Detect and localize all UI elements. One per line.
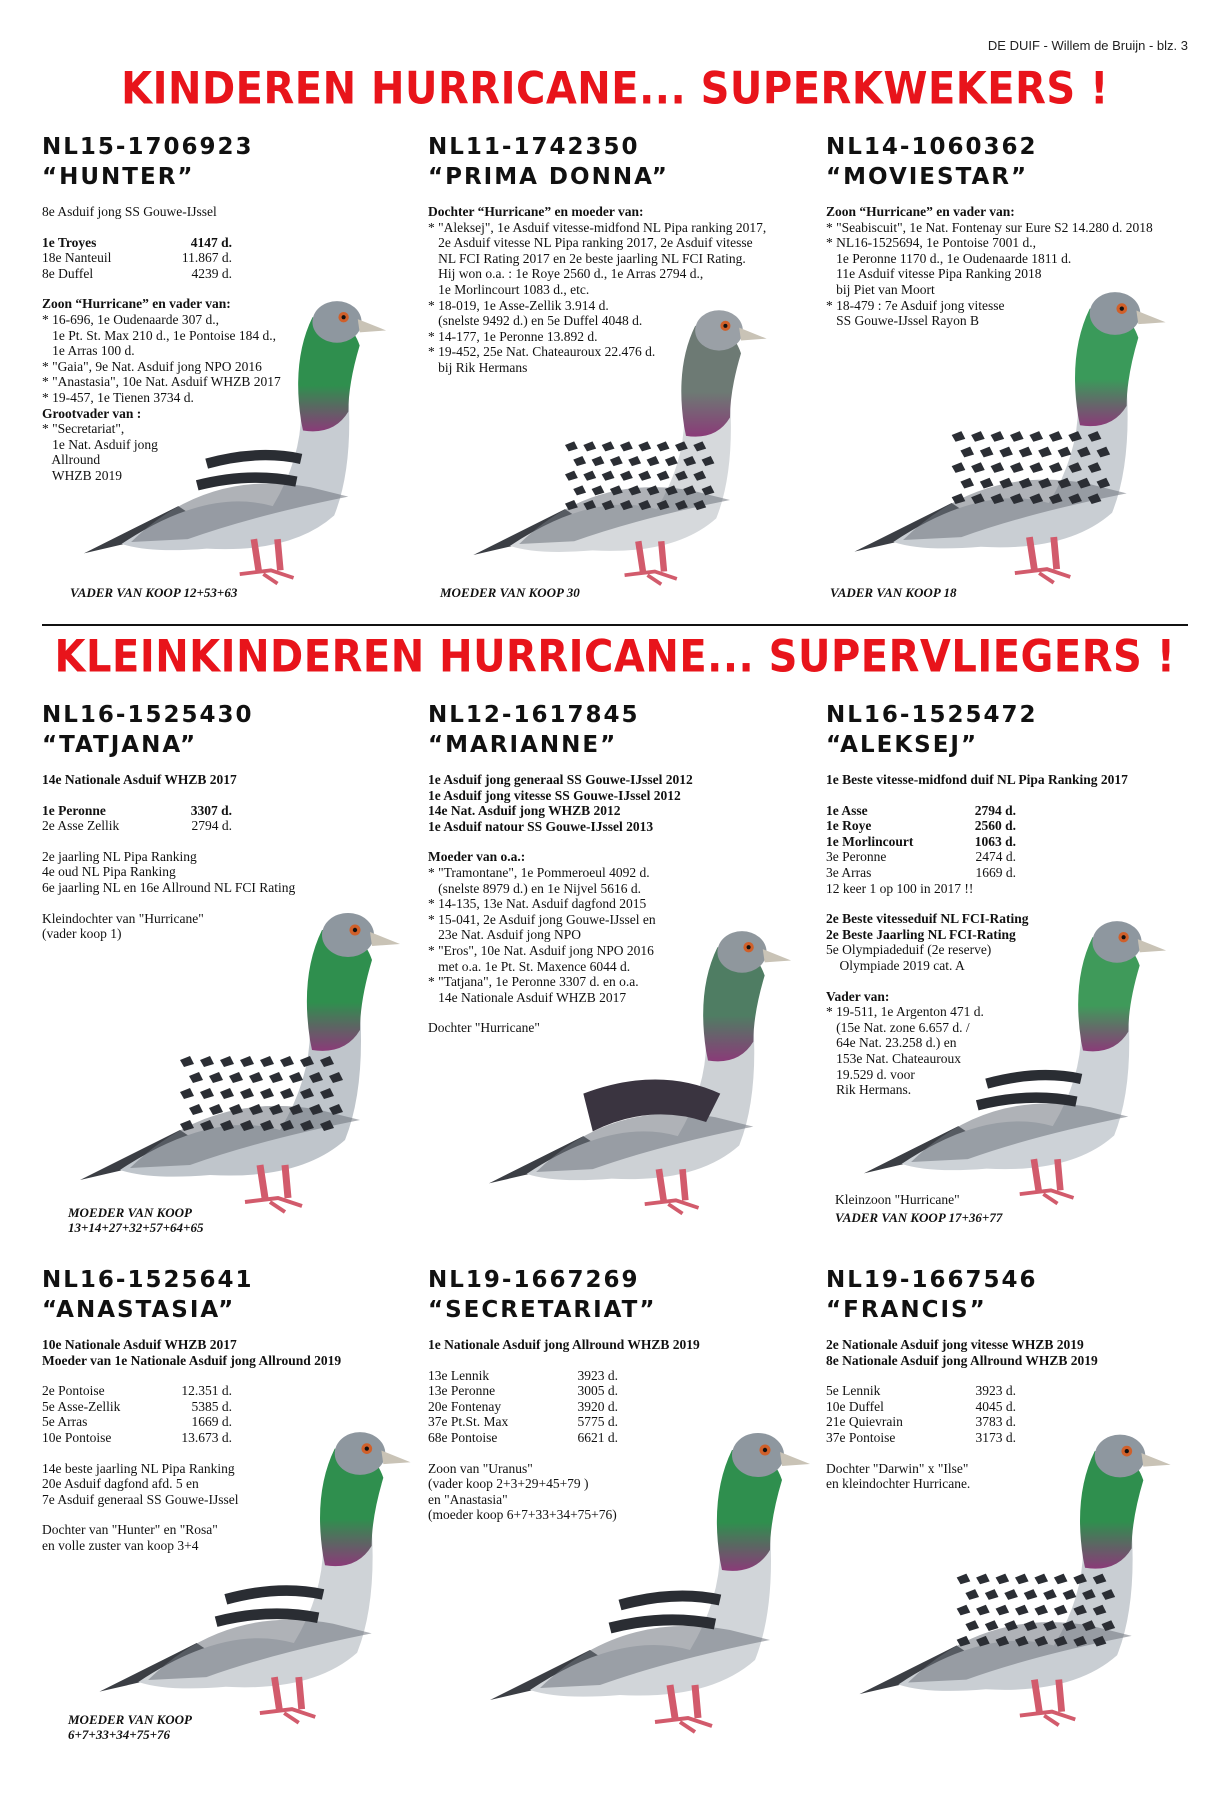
spacer xyxy=(826,1368,1206,1383)
purchase-caption xyxy=(68,1205,203,1235)
result-place: 1e Morlincourt xyxy=(826,833,914,849)
pigeon-name: “MARIANNE” xyxy=(428,732,618,758)
text-line: 1e Beste vitesse-midfond duif NL Pipa Ranking 2017 xyxy=(826,772,1128,787)
text-line: WHZB 2019 xyxy=(42,467,122,483)
text-line: 23e Nat. Asduif jong NPO xyxy=(428,927,581,943)
result-row xyxy=(428,1368,808,1384)
text-line: 1e Pt. St. Max 210 d., 1e Pontoise 184 d., xyxy=(42,327,277,343)
text-line: Zoon van "Uranus" xyxy=(428,1460,533,1476)
text-line: 1e Asduif natour SS Gouwe-IJssel 2013 xyxy=(428,818,654,834)
result-place: 1e Peronne xyxy=(42,802,106,818)
text-line: Rik Hermans. xyxy=(826,1082,912,1098)
ring-number: NL16-1525641 xyxy=(42,1267,254,1293)
text-line: * 19-511, 1e Argenton 471 d. xyxy=(826,1004,984,1020)
text-line: 5e Olympiadeduif (2e reserve) xyxy=(826,942,992,958)
text-line: * 14-135, 13e Nat. Asduif dagfond 2015 xyxy=(428,896,647,912)
spacer xyxy=(428,834,808,849)
text-line: 20e Asduif dagfond afd. 5 en xyxy=(42,1476,199,1492)
result-place: 10e Pontoise xyxy=(42,1429,112,1445)
pigeon-name: “ANASTASIA” xyxy=(42,1297,236,1323)
spacer xyxy=(428,1005,808,1020)
text-line: bij Rik Hermans xyxy=(428,359,528,375)
text-line: 1e Peronne 1170 d., 1e Oudenaarde 1811 d. xyxy=(826,250,1072,266)
result-place: 37e Pt.St. Max xyxy=(428,1414,509,1430)
result-row xyxy=(42,818,422,834)
text-line: * 15-041, 2e Asduif jong Gouwe-IJssel en xyxy=(428,911,656,927)
result-points: 1669 d. xyxy=(975,864,1016,880)
result-row xyxy=(42,1414,422,1430)
text-line: 2e Nationale Asduif jong vitesse WHZB 2019 xyxy=(826,1337,1084,1352)
result-points: 3307 d. xyxy=(190,802,232,818)
ring-number: NL15-1706923 xyxy=(42,134,254,160)
result-points: 3173 d. xyxy=(975,1429,1016,1445)
text-line: * "Eros", 10e Nat. Asduif jong NPO 2016 xyxy=(428,942,654,958)
spacer xyxy=(42,788,422,803)
text-line: * "Tatjana", 1e Peronne 3307 d. en o.a. xyxy=(428,974,639,990)
text-line: met o.a. 1e Pt. St. Maxence 6044 d. xyxy=(428,958,631,974)
spacer xyxy=(42,281,422,296)
result-points: 6621 d. xyxy=(577,1429,618,1445)
spacer xyxy=(42,220,422,235)
result-place: 13e Peronne xyxy=(428,1383,496,1399)
result-row xyxy=(42,266,422,282)
result-row xyxy=(826,1383,1206,1399)
pedigree-text xyxy=(42,772,422,942)
purchase-caption xyxy=(835,1210,1002,1225)
caption-line: 13+14+27+32+57+64+65 xyxy=(68,1220,204,1235)
text-line: 1e Nat. Asduif jong xyxy=(42,436,158,452)
pedigree-text xyxy=(826,1337,1206,1492)
result-place: 18e Nanteuil xyxy=(42,250,112,266)
caption-line: VADER VAN KOOP 12+53+63 xyxy=(70,585,238,600)
text-line: Olympiade 2019 cat. A xyxy=(826,957,965,973)
result-place: 68e Pontoise xyxy=(428,1429,498,1445)
text-line: * 16-696, 1e Oudenaarde 307 d., xyxy=(42,311,219,327)
caption-line: VADER VAN KOOP 17+36+77 xyxy=(835,1210,1003,1225)
result-row xyxy=(428,1414,808,1430)
result-points: 2794 d. xyxy=(191,818,232,834)
text-line: 6e jaarling NL en 16e Allround NL FCI Rating xyxy=(42,879,296,895)
result-place: 5e Asse-Zellik xyxy=(42,1398,121,1414)
result-row xyxy=(826,803,1206,819)
purchase-caption xyxy=(68,1712,192,1742)
result-place: 5e Arras xyxy=(42,1414,88,1430)
purchase-caption xyxy=(440,585,580,600)
text-line: * 18-479 : 7e Asduif jong vitesse xyxy=(826,297,1005,313)
spacer xyxy=(826,974,1206,989)
text-line: * "Tramontane", 1e Pommeroeul 4092 d. xyxy=(428,864,650,880)
result-row xyxy=(826,1414,1206,1430)
result-points: 13.673 d. xyxy=(181,1429,232,1445)
text-line: * "Aleksej", 1e Asduif vitesse-midfond NL Pipa ranking 2017, xyxy=(428,219,767,235)
text-line: 12 keer 1 op 100 in 2017 !! xyxy=(826,880,974,896)
result-row xyxy=(826,818,1206,834)
caption-line: 6+7+33+34+75+76 xyxy=(68,1727,171,1742)
result-place: 10e Duffel xyxy=(826,1398,884,1414)
text-line: (snelste 9492 d.) en 5e Duffel 4048 d. xyxy=(428,313,643,329)
result-points: 4239 d. xyxy=(191,265,232,281)
text-line: Dochter “Hurricane” en moeder van: xyxy=(428,204,644,219)
result-points: 5775 d. xyxy=(577,1414,618,1430)
text-line: (snelste 8979 d.) en 1e Nijvel 5616 d. xyxy=(428,880,641,896)
grandson-note: Kleinzoon "Hurricane" xyxy=(835,1192,960,1207)
purchase-caption xyxy=(830,585,957,600)
result-row xyxy=(42,1399,422,1415)
result-row xyxy=(428,1430,808,1446)
spacer xyxy=(42,1446,422,1461)
result-row xyxy=(42,803,422,819)
text-line: Grootvader van : xyxy=(42,405,142,421)
spacer xyxy=(826,1446,1206,1461)
result-row xyxy=(826,834,1206,850)
ring-number: NL16-1525430 xyxy=(42,702,254,728)
result-row xyxy=(826,865,1206,881)
text-line: 19.529 d. voor xyxy=(826,1066,915,1082)
spacer xyxy=(826,896,1206,911)
text-line: 1e Asduif jong generaal SS Gouwe-IJssel 2012 xyxy=(428,772,693,787)
text-line: Zoon “Hurricane” en vader van: xyxy=(826,204,1015,219)
ring-number: NL12-1617845 xyxy=(428,702,640,728)
text-line: (moeder koop 6+7+33+34+75+76) xyxy=(428,1507,617,1523)
result-points: 4147 d. xyxy=(190,234,232,250)
spacer xyxy=(42,1368,422,1383)
text-line: (15e Nat. zone 6.657 d. / xyxy=(826,1019,970,1035)
text-line: 1e Morlincourt 1083 d., etc. xyxy=(428,281,590,297)
result-points: 3923 d. xyxy=(975,1383,1016,1399)
section-title-grandchildren: KLEINKINDEREN HURRICANE... SUPERVLIEGERS ! xyxy=(54,631,1176,683)
pedigree-text xyxy=(42,1337,422,1554)
result-points: 1063 d. xyxy=(974,833,1016,849)
result-points: 2560 d. xyxy=(974,818,1016,834)
text-line: en volle zuster van koop 3+4 xyxy=(42,1537,199,1553)
result-place: 5e Lennik xyxy=(826,1383,881,1399)
result-points: 5385 d. xyxy=(191,1398,232,1414)
ring-number: NL14-1060362 xyxy=(826,134,1038,160)
text-line: Moeder van o.a.: xyxy=(428,849,526,865)
section-title-children: KINDEREN HURRICANE... SUPERKWEKERS ! xyxy=(121,63,1109,115)
result-place: 21e Quievrain xyxy=(826,1414,903,1430)
text-line: Zoon “Hurricane” en vader van: xyxy=(42,296,231,312)
text-line: * NL16-1525694, 1e Pontoise 7001 d., xyxy=(826,235,1036,251)
pigeon-name: “FRANCIS” xyxy=(826,1297,987,1323)
result-points: 4045 d. xyxy=(975,1398,1016,1414)
text-line: 153e Nat. Chateauroux xyxy=(826,1050,961,1066)
text-line: 11e Asduif vitesse Pipa Ranking 2018 xyxy=(826,266,1042,282)
result-points: 1669 d. xyxy=(191,1414,232,1430)
result-row xyxy=(428,1399,808,1415)
result-row xyxy=(42,250,422,266)
pedigree-text xyxy=(826,204,1206,329)
text-line: Vader van: xyxy=(826,988,890,1004)
result-row xyxy=(826,849,1206,865)
pedigree-text xyxy=(826,772,1206,1098)
text-line: * 19-457, 1e Tienen 3734 d. xyxy=(42,389,194,405)
spacer xyxy=(42,896,422,911)
result-place: 2e Pontoise xyxy=(42,1383,105,1399)
result-place: 1e Troyes xyxy=(42,234,97,250)
text-line: 4e oud NL Pipa Ranking xyxy=(42,864,176,880)
caption-line: MOEDER VAN KOOP xyxy=(68,1712,193,1727)
text-line: 64e Nat. 23.258 d.) en xyxy=(826,1035,957,1051)
result-points: 2794 d. xyxy=(974,802,1016,818)
result-points: 2474 d. xyxy=(975,849,1016,865)
caption-line: MOEDER VAN KOOP 30 xyxy=(440,585,580,600)
ring-number: NL19-1667269 xyxy=(428,1267,640,1293)
spacer xyxy=(42,1507,422,1522)
result-place: 20e Fontenay xyxy=(428,1398,502,1414)
text-line: 14e Nat. Asduif jong WHZB 2012 xyxy=(428,803,621,819)
result-points: 3005 d. xyxy=(577,1383,618,1399)
result-row xyxy=(42,1430,422,1446)
text-line: NL FCI Rating 2017 en 2e beste jaarling NL FCI Rating. xyxy=(428,250,746,266)
text-line: 1e Asduif jong vitesse SS Gouwe-IJssel 2012 xyxy=(428,787,681,803)
result-points: 3923 d. xyxy=(577,1367,618,1383)
pigeon-name: “MOVIESTAR” xyxy=(826,164,1029,190)
text-line: Moeder van 1e Nationale Asduif jong Allround 2019 xyxy=(42,1352,342,1368)
text-line: * 14-177, 1e Peronne 13.892 d. xyxy=(428,328,598,344)
text-line: 1e Arras 100 d. xyxy=(42,343,135,359)
pigeon-name: “TATJANA” xyxy=(42,732,198,758)
ring-number: NL16-1525472 xyxy=(826,702,1038,728)
text-line: Dochter "Hurricane" xyxy=(428,1020,540,1036)
text-line: 14e beste jaarling NL Pipa Ranking xyxy=(42,1460,235,1476)
text-line: 10e Nationale Asduif WHZB 2017 xyxy=(42,1337,237,1352)
spacer xyxy=(428,1353,808,1368)
text-line: Dochter "Darwin" x "Ilse" xyxy=(826,1460,969,1476)
text-line: 7e Asduif generaal SS Gouwe-IJssel xyxy=(42,1491,239,1507)
result-row xyxy=(826,1430,1206,1446)
pigeon-name: “ALEKSEJ” xyxy=(826,732,979,758)
ring-number: NL11-1742350 xyxy=(428,134,640,160)
text-line: 8e Nationale Asduif jong Allround WHZB 2019 xyxy=(826,1352,1098,1368)
result-place: 3e Arras xyxy=(826,864,872,880)
text-line: 1e Nationale Asduif jong Allround WHZB 2019 xyxy=(428,1337,700,1352)
pedigree-text xyxy=(428,204,808,376)
text-line: 2e Beste vitesseduif NL FCI-Rating xyxy=(826,911,1029,927)
result-points: 12.351 d. xyxy=(181,1383,232,1399)
spacer xyxy=(826,788,1206,803)
result-place: 37e Pontoise xyxy=(826,1429,896,1445)
text-line: en kleindochter Hurricane. xyxy=(826,1476,971,1492)
caption-line: MOEDER VAN KOOP xyxy=(68,1205,193,1220)
result-row xyxy=(42,1383,422,1399)
pigeon-name: “PRIMA DONNA” xyxy=(428,164,669,190)
result-row xyxy=(42,235,422,251)
spacer xyxy=(428,1446,808,1461)
result-place: 13e Lennik xyxy=(428,1367,490,1383)
text-line: 2e jaarling NL Pipa Ranking xyxy=(42,848,197,864)
text-line: SS Gouwe-IJssel Rayon B xyxy=(826,313,980,329)
result-row xyxy=(428,1383,808,1399)
text-line: 2e Beste Jaarling NL FCI-Rating xyxy=(826,926,1016,942)
text-line: en "Anastasia" xyxy=(428,1491,508,1507)
page-header: DE DUIF - Willem de Bruijn - blz. 3 xyxy=(987,38,1188,53)
result-place: 1e Asse xyxy=(826,802,868,818)
pedigree-text xyxy=(428,1337,808,1523)
result-row xyxy=(826,1399,1206,1415)
text-line: bij Piet van Moort xyxy=(826,281,935,297)
ring-number: NL19-1667546 xyxy=(826,1267,1038,1293)
result-points: 11.867 d. xyxy=(181,250,232,266)
result-place: 8e Duffel xyxy=(42,265,94,281)
text-line: * "Anastasia", 10e Nat. Asduif WHZB 2017 xyxy=(42,374,281,390)
text-line: Allround xyxy=(42,452,101,468)
text-line: * "Seabiscuit", 1e Nat. Fontenay sur Eure S2 14.280 d. 2018 xyxy=(826,219,1153,235)
result-place: 3e Peronne xyxy=(826,849,887,865)
text-line: * 18-019, 1e Asse-Zellik 3.914 d. xyxy=(428,297,609,313)
caption-line: VADER VAN KOOP 18 xyxy=(830,585,957,600)
text-line: * "Gaia", 9e Nat. Asduif jong NPO 2016 xyxy=(42,358,262,374)
result-points: 3783 d. xyxy=(975,1414,1016,1430)
spacer xyxy=(42,834,422,849)
text-line: 8e Asduif jong SS Gouwe-IJssel xyxy=(42,204,217,219)
text-line: (vader koop 2+3+29+45+79 ) xyxy=(428,1476,589,1492)
text-line: * 19-452, 25e Nat. Chateauroux 22.476 d. xyxy=(428,344,656,360)
pedigree-text xyxy=(428,772,808,1036)
text-line: * "Secretariat", xyxy=(42,421,125,437)
pedigree-text xyxy=(42,204,422,484)
text-line: (vader koop 1) xyxy=(42,926,122,942)
result-points: 3920 d. xyxy=(577,1398,618,1414)
text-line: 2e Asduif vitesse NL Pipa ranking 2017, 2e Asduif vitesse xyxy=(428,235,753,251)
text-line: 14e Nationale Asduif WHZB 2017 xyxy=(428,989,627,1005)
purchase-caption xyxy=(70,585,237,600)
text-line: Dochter van "Hunter" en "Rosa" xyxy=(42,1522,218,1538)
result-place: 1e Roye xyxy=(826,818,872,834)
pigeon-name: “SECRETARIAT” xyxy=(428,1297,657,1323)
text-line: Kleindochter van "Hurricane" xyxy=(42,910,204,926)
text-line: Hij won o.a. : 1e Roye 2560 d., 1e Arras 2794 d., xyxy=(428,266,704,282)
result-place: 2e Asse Zellik xyxy=(42,818,120,834)
pigeon-name: “HUNTER” xyxy=(42,164,195,190)
text-line: 14e Nationale Asduif WHZB 2017 xyxy=(42,772,237,787)
